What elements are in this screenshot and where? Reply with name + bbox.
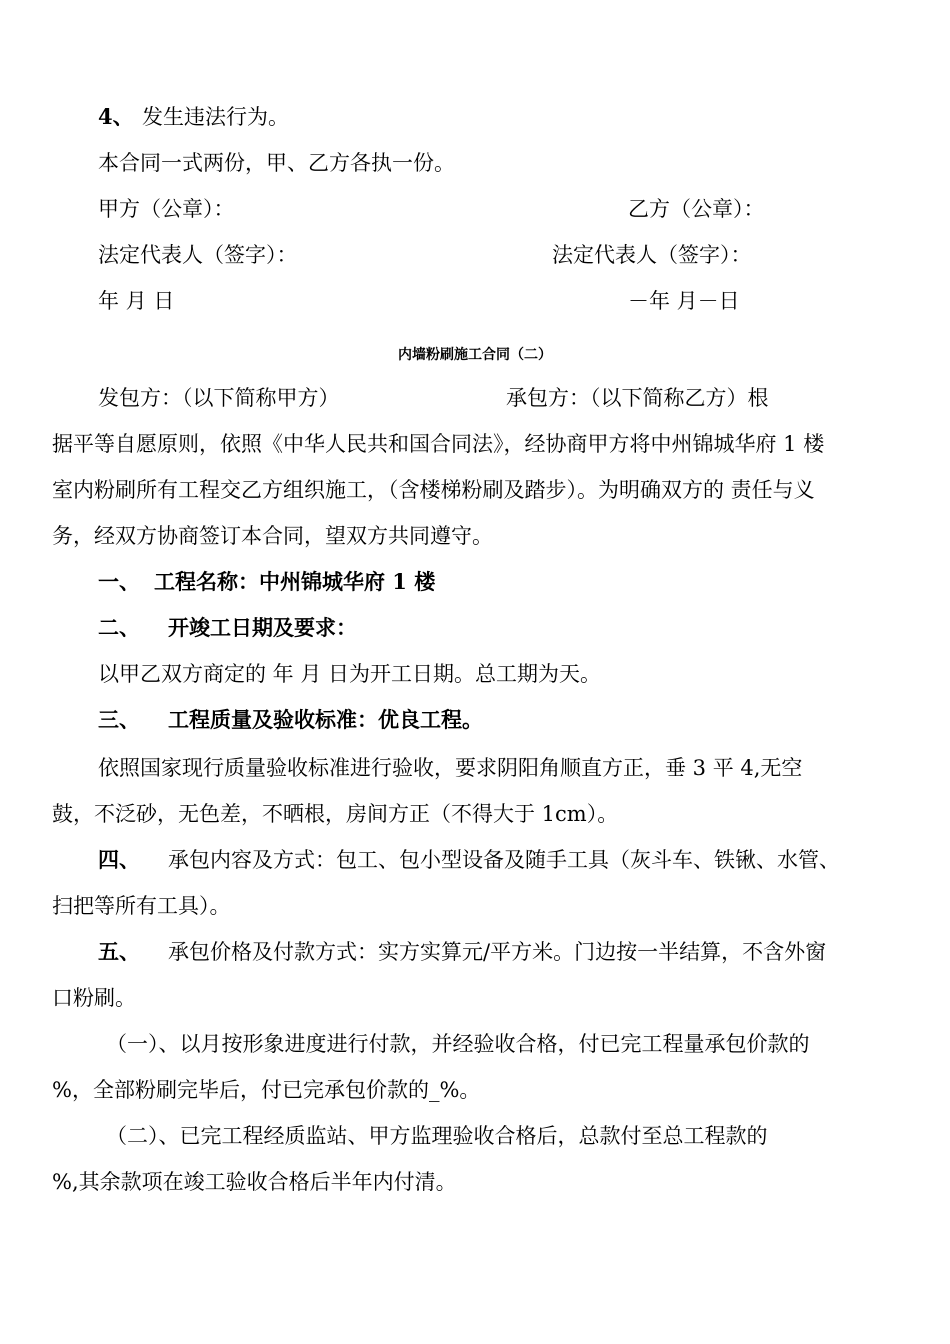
section-1 [98, 567, 435, 597]
section-5-body-line-2: 口粉刷。 [52, 986, 136, 1010]
section-5-number: 五、 [98, 939, 140, 964]
section-5-body-line-1: 承包价格及付款方式：实方实算元/平方米。门边按一半结算，不含外窗 [168, 940, 827, 964]
section-2-body: 以甲乙双方商定的 年 月 日为开工日期。总工期为天。 [98, 662, 602, 686]
payment-2-line-2: %,其余款项在竣工验收合格后半年内付清。 [52, 1170, 457, 1194]
section-1-heading: 工程名称：中州锦城华府 1 楼 [154, 569, 436, 594]
section-3 [98, 705, 483, 735]
party-a-seal: 甲方（公章）： [98, 197, 235, 221]
party-a-date: 年 月 日 [98, 289, 175, 313]
section-1-number: 一、 [98, 569, 140, 594]
copies-clause: 本合同一式两份，甲、乙方各执一份。 [98, 151, 455, 175]
intro-line-2: 室内粉刷所有工程交乙方组织施工，（含楼梯粉刷及踏步）。为明确双方的 责任与义 [52, 478, 815, 502]
item-4-number: 4、 [98, 104, 134, 129]
section-3-body-line-2: 鼓，不泛砂，无色差，不晒根，房间方正（不得大于 1cm）。 [52, 802, 619, 826]
section-2 [98, 613, 357, 643]
party-a-representative: 法定代表人（签字）： [98, 243, 298, 267]
section-2-number: 二、 [98, 615, 140, 640]
section-4-body-line-2: 扫把等所有工具）。 [52, 894, 231, 918]
item-4 [98, 102, 289, 132]
section-5 [98, 937, 826, 967]
intro-line-1: 据平等自愿原则，依照《中华人民共和国合同法》，经协商甲方将中州锦城华府 1 楼 [52, 432, 825, 456]
party-b-date: －年 月－日 [628, 289, 740, 313]
section-3-heading: 工程质量及验收标准：优良工程。 [168, 707, 483, 732]
item-4-text: 发生违法行为。 [142, 105, 289, 129]
intro-line-3: 务，经双方协商签订本合同，望双方共同遵守。 [52, 524, 493, 548]
employer-line: 发包方：（以下简称甲方） [98, 386, 340, 410]
section-3-number: 三、 [98, 707, 140, 732]
section-3-body-line-1: 依照国家现行质量验收标准进行验收，要求阴阳角顺直方正，垂 3 平 4,无空 [98, 756, 803, 780]
payment-1-line-1: （一）、以月按形象进度进行付款，并经验收合格，付已完工程量承包价款的 [106, 1032, 810, 1056]
party-b-representative: 法定代表人（签字）： [552, 243, 752, 267]
contractor-line: 承包方：（以下简称乙方）根 [506, 386, 769, 410]
section-4 [98, 845, 840, 875]
contract-title: 内墙粉刷施工合同（二） [398, 347, 552, 363]
section-4-number: 四、 [98, 847, 140, 872]
payment-1-line-2: %，全部粉刷完毕后，付已完承包价款的_%。 [52, 1078, 481, 1102]
party-b-seal: 乙方（公章）： [628, 197, 765, 221]
section-2-heading: 开竣工日期及要求： [168, 615, 357, 640]
payment-2-line-1: （二）、已完工程经质监站、甲方监理验收合格后，总款付至总工程款的 [106, 1124, 768, 1148]
section-4-body-line-1: 承包内容及方式：包工、包小型设备及随手工具（灰斗车、铁锹、水管、 [168, 848, 840, 872]
